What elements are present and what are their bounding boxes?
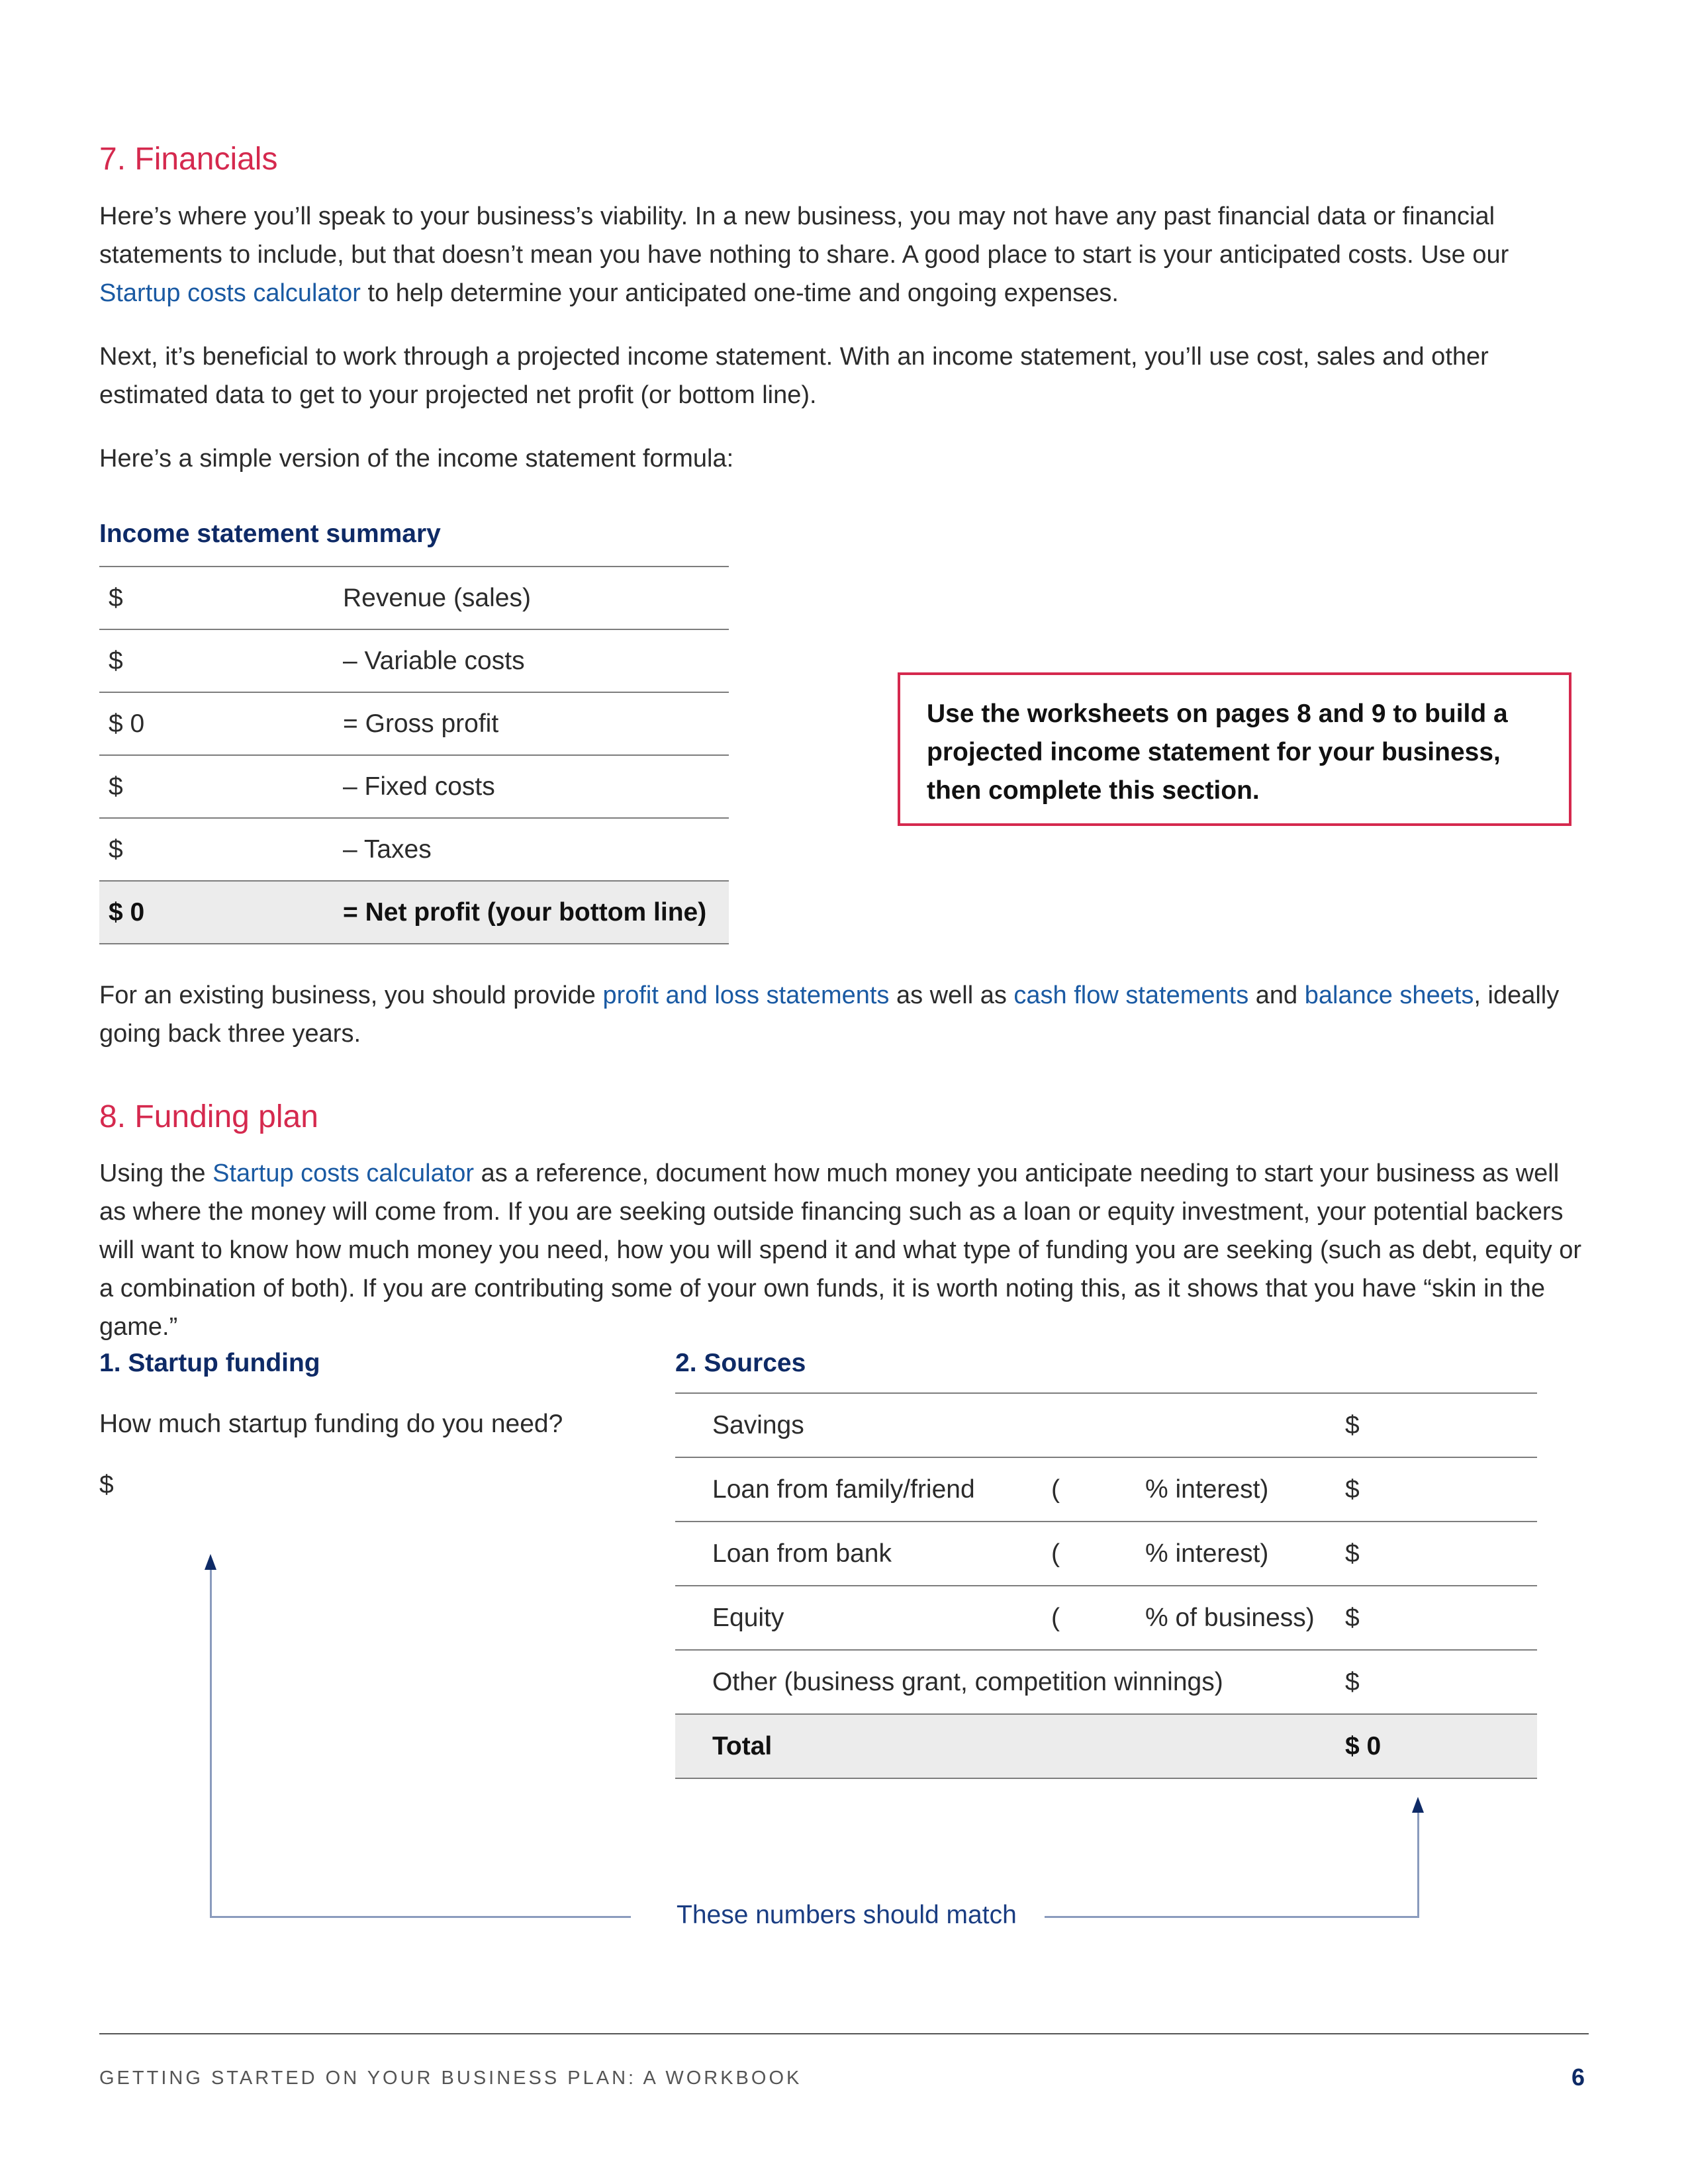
source-pct: % interest)	[1145, 1522, 1344, 1586]
source-paren: (	[1051, 1457, 1145, 1522]
financials-paragraph-3: Here’s a simple version of the income statement formula:	[99, 445, 734, 473]
table-row	[99, 818, 729, 881]
amount-cell: $ 0	[99, 692, 334, 755]
sources-title: 2. Sources	[675, 1349, 806, 1377]
source-label: Equity	[675, 1586, 1051, 1650]
label-cell: – Fixed costs	[334, 755, 729, 818]
source-paren	[1051, 1393, 1145, 1457]
text: Using the	[99, 1160, 213, 1187]
page-number: 6	[1571, 2064, 1585, 2091]
connector-line-right	[1417, 1809, 1419, 1918]
startup-costs-calculator-link-2[interactable]: Startup costs calculator	[212, 1160, 475, 1187]
arrow-up-icon	[205, 1554, 216, 1570]
sources-total-label: Total	[675, 1714, 1344, 1778]
source-pct: % of business)	[1145, 1586, 1344, 1650]
source-pct	[1145, 1393, 1344, 1457]
table-row	[99, 567, 729, 629]
footer-title: GETTING STARTED ON YOUR BUSINESS PLAN: A WORKBOOK	[99, 2068, 802, 2089]
financials-paragraph-2: Next, it’s beneficial to work through a projected income statement. With an income statement, you’ll use cost, sales and other estimated data to get to your projected net profit (or bottom line).	[99, 343, 1489, 409]
match-note: These numbers should match	[677, 1901, 1017, 1929]
label-cell: – Taxes	[334, 818, 729, 881]
text: , ideally going back three years.	[99, 981, 1560, 1048]
source-label: Savings	[675, 1393, 1051, 1457]
table-row	[675, 1522, 1537, 1586]
text: to help determine your anticipated one-time and ongoing expenses.	[360, 279, 1119, 307]
text: Here’s where you’ll speak to your business’s viability. In a new business, you may not have any past financial data or financial statements to include, but that doesn’t mean you have nothing to share. A good place to start is your anticipated costs. Use our	[99, 203, 1509, 269]
balance-sheets-link[interactable]: balance sheets	[1304, 981, 1474, 1009]
table-row	[99, 692, 729, 755]
cash-flow-link[interactable]: cash flow statements	[1013, 981, 1249, 1009]
table-row	[675, 1650, 1537, 1714]
table-row	[675, 1457, 1537, 1522]
source-label: Other (business grant, competition winnings)	[675, 1650, 1344, 1714]
connector-line-bottom-right	[1045, 1916, 1419, 1918]
source-amount[interactable]: $	[1344, 1457, 1537, 1522]
table-row	[99, 629, 729, 692]
source-amount[interactable]: $	[1344, 1393, 1537, 1457]
sources-table	[675, 1392, 1537, 1779]
source-label: Loan from family/friend	[675, 1457, 1051, 1522]
amount-cell[interactable]: $	[99, 818, 334, 881]
source-paren: (	[1051, 1522, 1145, 1586]
table-row-total	[99, 881, 729, 944]
financials-paragraph-1	[99, 197, 1589, 312]
source-label: Loan from bank	[675, 1522, 1051, 1586]
table-row	[675, 1586, 1537, 1650]
income-statement-table	[99, 566, 729, 944]
arrow-up-icon	[1412, 1797, 1424, 1813]
amount-cell[interactable]: $	[99, 629, 334, 692]
funding-heading: 8. Funding plan	[99, 1099, 318, 1134]
funding-paragraph	[99, 1154, 1589, 1346]
label-cell: = Gross profit	[334, 692, 729, 755]
source-amount[interactable]: $	[1344, 1522, 1537, 1586]
label-cell: – Variable costs	[334, 629, 729, 692]
amount-cell[interactable]: $	[99, 567, 334, 629]
worksheet-callout: Use the worksheets on pages 8 and 9 to build a projected income statement for your business, then complete this section.	[898, 672, 1571, 826]
table-row	[675, 1393, 1537, 1457]
table-row	[99, 755, 729, 818]
startup-funding-question: How much startup funding do you need?	[99, 1410, 563, 1438]
text: as well as	[889, 981, 1014, 1009]
profit-loss-link[interactable]: profit and loss statements	[602, 981, 890, 1009]
footer-divider	[99, 2033, 1589, 2034]
startup-funding-amount[interactable]: $	[99, 1471, 114, 1499]
startup-costs-calculator-link[interactable]: Startup costs calculator	[99, 279, 361, 307]
source-amount[interactable]: $	[1344, 1586, 1537, 1650]
source-paren: (	[1051, 1586, 1145, 1650]
financials-paragraph-4	[99, 976, 1589, 1053]
income-statement-title: Income statement summary	[99, 520, 441, 548]
connector-line-left	[210, 1565, 212, 1918]
startup-funding-title: 1. Startup funding	[99, 1349, 320, 1377]
table-row-total	[675, 1714, 1537, 1778]
net-profit-amount: $ 0	[99, 881, 334, 944]
text: as a reference, document how much money you anticipate needing to start your business as well as where the money will come from. If you are seeking outside financing such as a loan or equity investment, your potential backers will want to know how much money you need, how you will spend it and what type of funding you are seeking (such as debt, equity or a combination of both). If you are contributing some of your own funds, it is worth noting this, as it shows that you have “skin in the game.”	[99, 1160, 1582, 1341]
sources-total-amount: $ 0	[1344, 1714, 1537, 1778]
amount-cell[interactable]: $	[99, 755, 334, 818]
source-amount[interactable]: $	[1344, 1650, 1537, 1714]
label-cell: Revenue (sales)	[334, 567, 729, 629]
text: and	[1248, 981, 1305, 1009]
text: For an existing business, you should provide	[99, 981, 603, 1009]
net-profit-label: = Net profit (your bottom line)	[334, 881, 729, 944]
connector-line-bottom-left	[210, 1916, 631, 1918]
source-pct: % interest)	[1145, 1457, 1344, 1522]
financials-heading: 7. Financials	[99, 142, 278, 177]
